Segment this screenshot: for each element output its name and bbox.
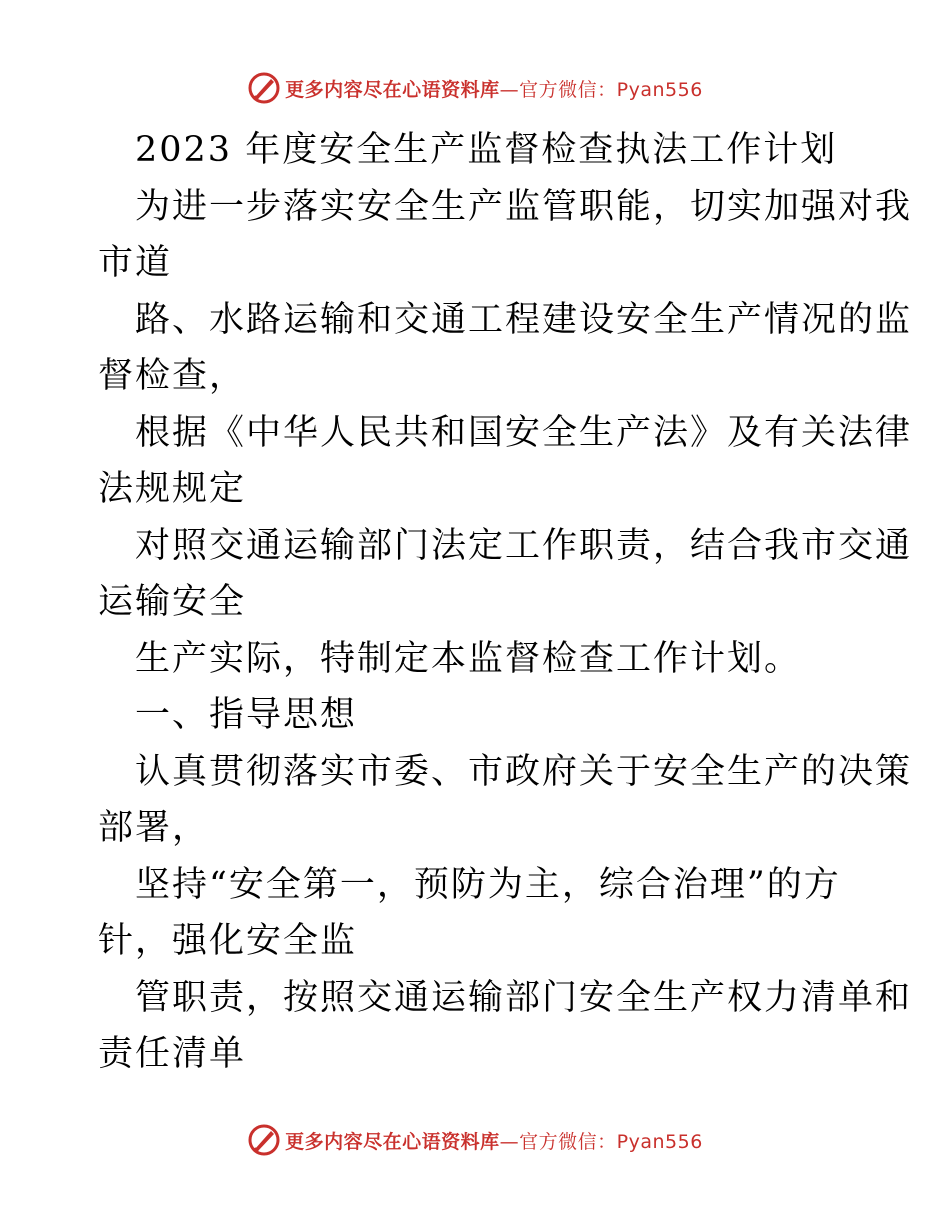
banner-dash: —	[499, 78, 520, 101]
header-banner	[0, 68, 950, 108]
text-line: 坚持“安全第一，预防为主，综合治理”的方	[135, 864, 841, 905]
text-line: 路、水路运输和交通工程建设安全生产情况的监	[135, 299, 913, 340]
text-line: 市道	[98, 243, 173, 283]
text-line: 生产实际，特制定本监督检查工作计划。	[135, 638, 802, 679]
text-line: 针，强化安全监	[98, 921, 358, 961]
text-line: 根据《中华人民共和国安全生产法》及有关法律	[135, 412, 913, 453]
document-body	[98, 122, 913, 1083]
text-line: 运输安全	[98, 582, 247, 622]
quill-logo-icon	[247, 1123, 281, 1157]
quill-logo-icon	[247, 71, 281, 105]
text-line: 管职责，按照交通运输部门安全生产权力清单和	[135, 977, 913, 1018]
text-line: 责任清单	[98, 1034, 247, 1074]
text-line: 法规规定	[98, 469, 247, 509]
document-title: 2023 年度安全生产监督检查执法工作计划	[135, 130, 838, 170]
text-line: 对照交通运输部门法定工作职责，结合我市交通	[135, 525, 913, 566]
banner-brand: 更多内容尽在心语资料库	[285, 78, 500, 101]
banner-wechat: 官方微信：Pyan556	[519, 78, 703, 101]
text-line: 督检查，	[98, 356, 247, 396]
banner-wechat: 官方微信：Pyan556	[519, 1130, 703, 1153]
banner-dash: —	[499, 1130, 520, 1153]
text-line: 认真贯彻落实市委、市政府关于安全生产的决策	[135, 751, 913, 792]
text-line: 为进一步落实安全生产监管职能，切实加强对我	[135, 186, 913, 227]
text-line: 部署，	[98, 808, 210, 848]
banner-brand: 更多内容尽在心语资料库	[285, 1130, 500, 1153]
footer-banner	[0, 1120, 950, 1160]
section-heading: 一、指导思想	[135, 695, 358, 735]
